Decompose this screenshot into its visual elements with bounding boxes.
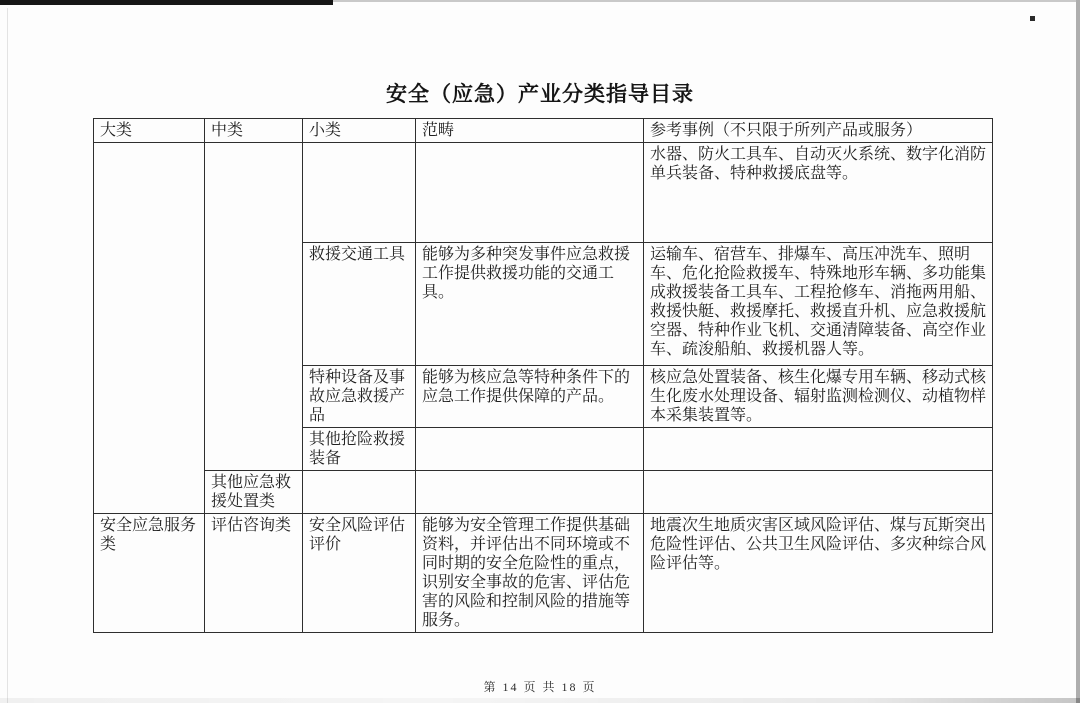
cell-sub-category: 特种设备及事故应急救援产品 [303, 366, 416, 428]
cell-sub-category: 安全风险评估评价 [303, 514, 416, 633]
cell-examples: 地震次生地质灾害区域风险评估、煤与瓦斯突出危险性评估、公共卫生风险评估、多灾种综合风险评估等。 [644, 514, 993, 633]
cell-scope [416, 428, 644, 471]
cell-middle-category: 其他应急救援处置类 [205, 471, 303, 514]
cell-scope [416, 471, 644, 514]
cell-examples [644, 428, 993, 471]
header-major-category: 大类 [94, 119, 205, 143]
cell-middle-category [205, 143, 303, 471]
scan-artifact-top-bar [0, 0, 333, 5]
cell-examples: 运输车、宿营车、排爆车、高压冲洗车、照明车、危化抢险救援车、特殊地形车辆、多功能集成救援装备工具车、工程抢修车、消拖两用船、救援快艇、救援摩托、救援直升机、应急救援航空器、特种作业飞机、交通清障装备、高空作业车、疏浚船舶、救援机器人等。 [644, 243, 993, 366]
cell-sub-category: 救援交通工具 [303, 243, 416, 366]
page-title: 安全（应急）产业分类指导目录 [386, 82, 694, 106]
header-middle-category: 中类 [205, 119, 303, 143]
table-row [94, 514, 993, 633]
cell-sub-category [303, 143, 416, 243]
cell-scope: 能够为多种突发事件应急救援工作提供救援功能的交通工具。 [416, 243, 644, 366]
page-number: 第 14 页 共 18 页 [483, 680, 597, 694]
cell-examples: 核应急处置装备、核生化爆专用车辆、移动式核生化废水处理设备、辐射监测检测仪、动植物样本采集装置等。 [644, 366, 993, 428]
cell-major-category: 安全应急服务类 [94, 514, 205, 633]
table-header-row [94, 119, 993, 143]
table-row [94, 471, 993, 514]
scan-artifact-left-edge [7, 8, 8, 703]
scan-artifact-dot [1030, 16, 1035, 21]
cell-scope [416, 143, 644, 243]
cell-scope: 能够为安全管理工作提供基础资料，并评估出不同环境或不同时期的安全危险性的重点，识别安全事故的危害、评估危害的风险和控制风险的措施等服务。 [416, 514, 644, 633]
header-examples: 参考事例（不只限于所列产品或服务） [644, 119, 993, 143]
scan-artifact-bottom-edge [0, 698, 1080, 703]
cell-examples [644, 471, 993, 514]
header-sub-category: 小类 [303, 119, 416, 143]
cell-examples: 水器、防火工具车、自动灭火系统、数字化消防单兵装备、特种救援底盘等。 [644, 143, 993, 243]
cell-major-category [94, 143, 205, 514]
cell-sub-category: 其他抢险救援装备 [303, 428, 416, 471]
header-scope: 范畴 [416, 119, 644, 143]
table-row [94, 143, 993, 243]
classification-table [93, 118, 993, 633]
cell-sub-category [303, 471, 416, 514]
cell-scope: 能够为核应急等特种条件下的应急工作提供保障的产品。 [416, 366, 644, 428]
cell-middle-category: 评估咨询类 [205, 514, 303, 633]
